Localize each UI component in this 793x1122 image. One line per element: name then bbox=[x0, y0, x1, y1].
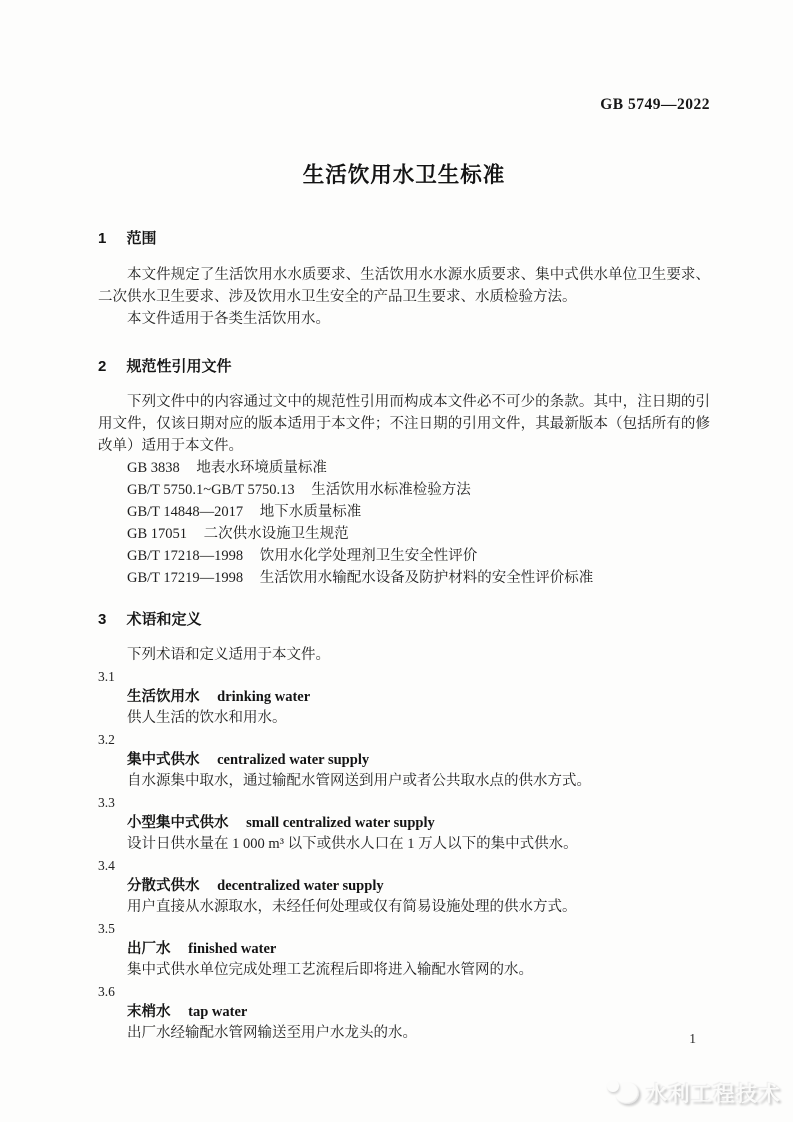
document-title: 生活饮用水卫生标准 bbox=[302, 163, 506, 187]
reference-title: 地表水环境质量标准 bbox=[196, 460, 327, 476]
term-entry bbox=[98, 918, 710, 981]
term-name-chinese: 集中式供水 bbox=[127, 752, 200, 768]
term-name bbox=[98, 1002, 710, 1023]
term-number: 3.1 bbox=[98, 669, 115, 684]
section-terms-title: 术语和定义 bbox=[126, 611, 202, 628]
references-intro: 下列文件中的内容通过文中的规范性引用而构成本文件必不可少的条款。其中，注日期的引用文件，仅该日期对应的版本适用于本文件；不注日期的引用文件，其最新版本（包括所有的修改单）适用于本文件。 bbox=[98, 394, 710, 454]
section-references-number: 2 bbox=[98, 358, 107, 375]
term-name-chinese: 小型集中式供水 bbox=[127, 815, 229, 831]
section-terms-heading bbox=[98, 609, 710, 630]
reference-item bbox=[98, 457, 710, 479]
reference-title: 饮用水化学处理剂卫生安全性评价 bbox=[259, 548, 478, 564]
scope-paragraph-1: 本文件规定了生活饮用水水质要求、生活饮用水水源水质要求、集中式供水单位卫生要求、二次供水卫生要求、涉及饮用水卫生安全的产品卫生要求、水质检验方法。 bbox=[98, 267, 710, 305]
terms-list bbox=[98, 666, 710, 1044]
term-name bbox=[98, 813, 710, 834]
section-scope-title: 范围 bbox=[126, 230, 157, 247]
reference-title: 生活饮用水标准检验方法 bbox=[311, 482, 471, 498]
reference-code: GB/T 5750.1~GB/T 5750.13 bbox=[127, 482, 295, 498]
term-definition: 供人生活的饮水和用水。 bbox=[127, 710, 287, 726]
reference-code: GB 3838 bbox=[127, 460, 180, 476]
term-number: 3.2 bbox=[98, 732, 115, 747]
reference-list bbox=[98, 457, 710, 589]
term-entry bbox=[98, 792, 710, 855]
term-name-english: finished water bbox=[188, 941, 277, 957]
reference-item bbox=[98, 501, 710, 523]
reference-code: GB 17051 bbox=[127, 526, 188, 542]
term-name bbox=[98, 750, 710, 771]
term-name bbox=[98, 876, 710, 897]
reference-item bbox=[98, 545, 710, 567]
reference-item bbox=[98, 523, 710, 545]
term-name-english: centralized water supply bbox=[217, 752, 370, 768]
reference-title: 地下水质量标准 bbox=[259, 504, 362, 520]
term-definition: 出厂水经输配水管网输送至用户水龙头的水。 bbox=[127, 1025, 417, 1041]
term-name-chinese: 分散式供水 bbox=[127, 878, 200, 894]
term-name-english: drinking water bbox=[217, 689, 311, 705]
term-number: 3.6 bbox=[98, 984, 115, 999]
reference-code: GB/T 17219—1998 bbox=[127, 570, 244, 586]
watermark-text: 水利工程技术 bbox=[646, 1083, 781, 1106]
reference-code: GB/T 14848—2017 bbox=[127, 504, 244, 520]
term-entry bbox=[98, 855, 710, 918]
section-scope-heading bbox=[98, 228, 710, 249]
term-entry bbox=[98, 666, 710, 729]
term-name-chinese: 末梢水 bbox=[127, 1004, 171, 1020]
section-references-heading bbox=[98, 356, 710, 377]
section-scope bbox=[98, 228, 710, 330]
terms-intro: 下列术语和定义适用于本文件。 bbox=[127, 647, 330, 663]
reference-item bbox=[98, 479, 710, 501]
term-number: 3.5 bbox=[98, 921, 115, 936]
page-number: 1 bbox=[689, 1031, 696, 1046]
section-references-title: 规范性引用文件 bbox=[126, 358, 232, 375]
section-terms bbox=[98, 609, 710, 1044]
reference-item bbox=[98, 567, 710, 589]
watermark-logo-icon bbox=[615, 1082, 639, 1104]
reference-title: 二次供水设施卫生规范 bbox=[203, 526, 349, 542]
term-definition: 设计日供水量在 1 000 m³ 以下或供水人口在 1 万人以下的集中式供水。 bbox=[127, 836, 578, 852]
section-references bbox=[98, 356, 710, 589]
term-name-chinese: 生活饮用水 bbox=[127, 689, 200, 705]
doc-number: GB 5749—2022 bbox=[600, 96, 710, 113]
term-name bbox=[98, 939, 710, 960]
term-entry bbox=[98, 729, 710, 792]
section-terms-number: 3 bbox=[98, 611, 107, 628]
reference-code: GB/T 17218—1998 bbox=[127, 548, 244, 564]
reference-title: 生活饮用水输配水设备及防护材料的安全性评价标准 bbox=[259, 570, 594, 586]
term-definition: 集中式供水单位完成处理工艺流程后即将进入输配水管网的水。 bbox=[127, 962, 533, 978]
term-name-english: tap water bbox=[188, 1004, 248, 1020]
term-definition: 自水源集中取水，通过输配水管网送到用户或者公共取水点的供水方式。 bbox=[127, 773, 591, 789]
term-name-english: small centralized water supply bbox=[246, 815, 435, 831]
term-number: 3.3 bbox=[98, 795, 115, 810]
watermark bbox=[615, 1078, 781, 1108]
term-name-chinese: 出厂水 bbox=[127, 941, 171, 957]
scope-paragraph-2: 本文件适用于各类生活饮用水。 bbox=[127, 311, 330, 327]
section-scope-number: 1 bbox=[98, 230, 107, 247]
term-name bbox=[98, 687, 710, 708]
term-number: 3.4 bbox=[98, 858, 115, 873]
term-entry bbox=[98, 981, 710, 1044]
term-name-english: decentralized water supply bbox=[217, 878, 384, 894]
term-definition: 用户直接从水源取水，未经任何处理或仅有简易设施处理的供水方式。 bbox=[127, 899, 577, 915]
